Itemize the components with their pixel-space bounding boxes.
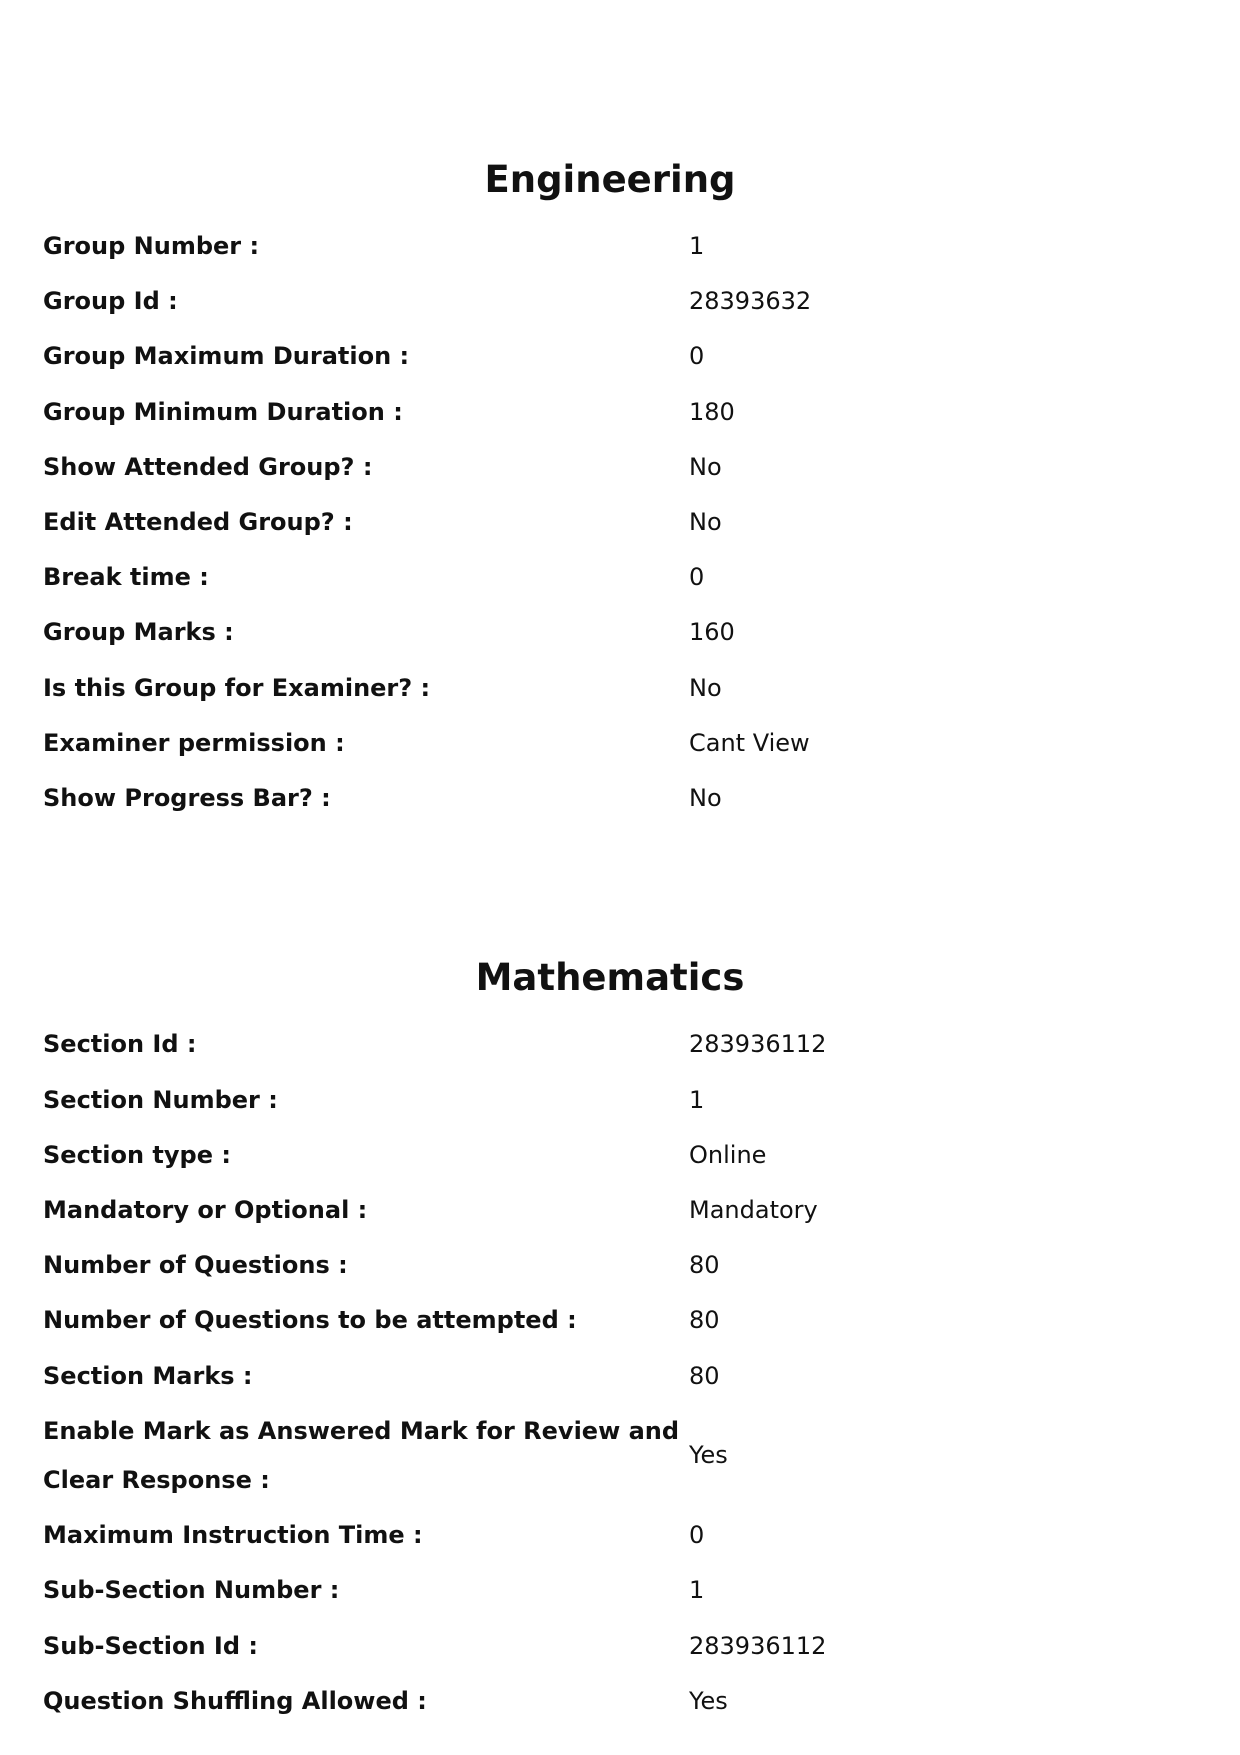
- question-shuffling-value: Yes: [689, 1687, 728, 1715]
- enable-mark-answered-label: Enable Mark as Answered Mark for Review and: [43, 1417, 680, 1445]
- break-time-value: 0: [689, 563, 705, 591]
- break-time-label: Break time :: [43, 563, 209, 591]
- examiner-permission-value: Cant View: [689, 729, 810, 757]
- section-title: Mathematics: [475, 956, 745, 999]
- group-title: Engineering: [484, 158, 736, 201]
- group-number-value: 1: [689, 232, 705, 260]
- show-progress-bar-label: Show Progress Bar? :: [43, 784, 331, 812]
- group-marks-label: Group Marks :: [43, 618, 234, 646]
- enable-mark-answered-label-cont: Clear Response :: [43, 1466, 270, 1494]
- edit-attended-group-value: No: [689, 508, 722, 536]
- group-min-duration-value: 180: [689, 398, 735, 426]
- max-instruction-time-value: 0: [689, 1521, 705, 1549]
- section-marks-value: 80: [689, 1362, 720, 1390]
- group-number-label: Group Number :: [43, 232, 260, 260]
- show-progress-bar-value: No: [689, 784, 722, 812]
- question-shuffling-label: Question Shuffling Allowed :: [43, 1687, 427, 1715]
- group-id-value: 28393632: [689, 287, 812, 315]
- section-number-value: 1: [689, 1086, 705, 1114]
- sub-section-number-value: 1: [689, 1576, 705, 1604]
- number-of-questions-value: 80: [689, 1251, 720, 1279]
- section-type-value: Online: [689, 1141, 767, 1169]
- section-number-label: Section Number :: [43, 1086, 278, 1114]
- edit-attended-group-label: Edit Attended Group? :: [43, 508, 353, 536]
- group-max-duration-label: Group Maximum Duration :: [43, 342, 410, 370]
- sub-section-number-label: Sub-Section Number :: [43, 1576, 340, 1604]
- section-id-label: Section Id :: [43, 1030, 197, 1058]
- questions-to-attempt-label: Number of Questions to be attempted :: [43, 1306, 577, 1334]
- section-type-label: Section type :: [43, 1141, 231, 1169]
- group-id-label: Group Id :: [43, 287, 178, 315]
- questions-to-attempt-value: 80: [689, 1306, 720, 1334]
- sub-section-id-label: Sub-Section Id :: [43, 1632, 258, 1660]
- section-id-value: 283936112: [689, 1030, 827, 1058]
- mandatory-optional-value: Mandatory: [689, 1196, 818, 1224]
- sub-section-id-value: 283936112: [689, 1632, 827, 1660]
- show-attended-group-value: No: [689, 453, 722, 481]
- group-for-examiner-value: No: [689, 674, 722, 702]
- number-of-questions-label: Number of Questions :: [43, 1251, 348, 1279]
- show-attended-group-label: Show Attended Group? :: [43, 453, 373, 481]
- group-for-examiner-label: Is this Group for Examiner? :: [43, 674, 431, 702]
- enable-mark-answered-value: Yes: [689, 1441, 728, 1469]
- section-marks-label: Section Marks :: [43, 1362, 253, 1390]
- mandatory-optional-label: Mandatory or Optional :: [43, 1196, 368, 1224]
- group-max-duration-value: 0: [689, 342, 705, 370]
- max-instruction-time-label: Maximum Instruction Time :: [43, 1521, 423, 1549]
- group-marks-value: 160: [689, 618, 735, 646]
- group-min-duration-label: Group Minimum Duration :: [43, 398, 403, 426]
- examiner-permission-label: Examiner permission :: [43, 729, 345, 757]
